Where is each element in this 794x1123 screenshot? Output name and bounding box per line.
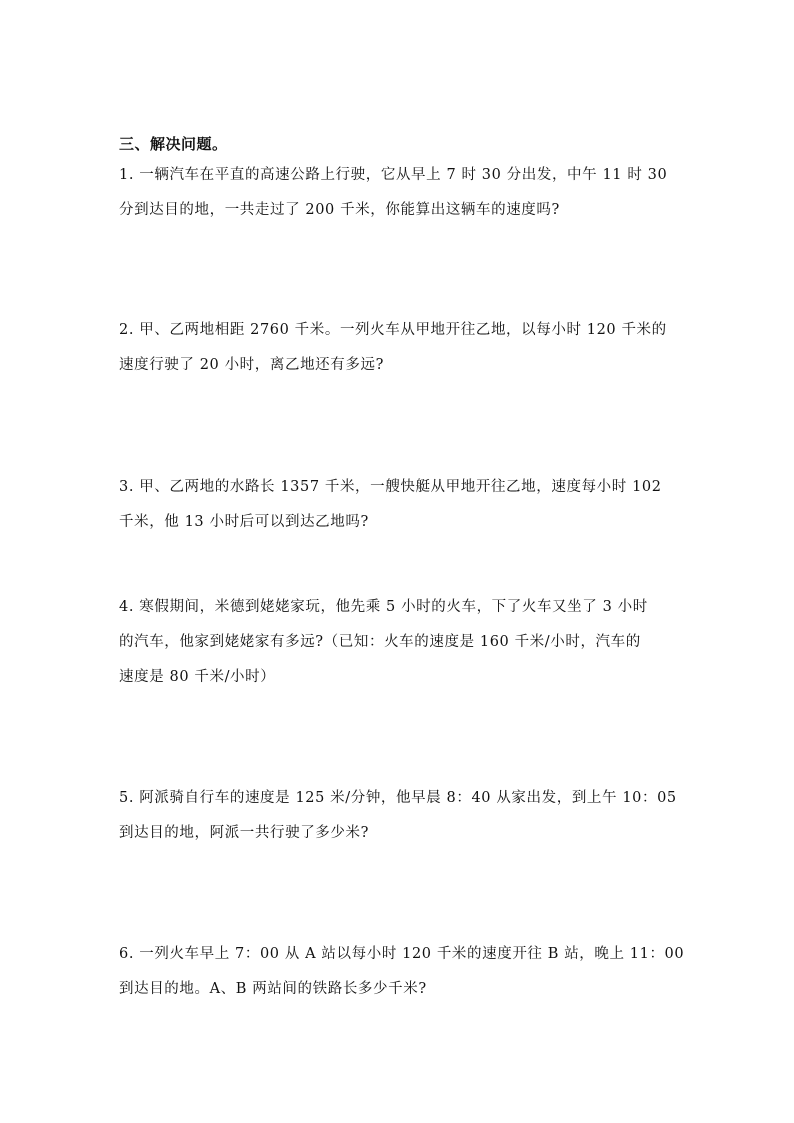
question-1 [119, 165, 679, 235]
question-6-line-1: 6. 一列火车早上 7：00 从 A 站以每小时 120 千米的速度开往 B 站，晚上 11：00 [119, 946, 685, 962]
question-1-line-2: 分到达目的地，一共走过了 200 千米，你能算出这辆车的速度吗? [119, 202, 560, 218]
question-1-line-1: 1. 一辆汽车在平直的高速公路上行驶，它从早上 7 时 30 分出发，中午 11 时 30 [119, 167, 668, 183]
question-6 [119, 944, 685, 1014]
question-4 [119, 597, 679, 702]
question-3-line-2: 千米，他 13 小时后可以到达乙地吗? [119, 514, 369, 530]
question-3-line-1: 3. 甲、乙两地的水路长 1357 千米，一艘快艇从甲地开往乙地，速度每小时 102 [119, 479, 662, 495]
question-4-line-3: 速度是 80 千米/小时） [119, 669, 276, 685]
question-2-line-1: 2. 甲、乙两地相距 2760 千米。一列火车从甲地开往乙地，以每小时 120 千米的 [119, 322, 667, 338]
question-5-line-2: 到达目的地，阿派一共行驶了多少米? [119, 825, 369, 841]
question-2-line-2: 速度行驶了 20 小时，离乙地还有多远? [119, 357, 384, 373]
question-2 [119, 320, 679, 390]
question-5 [119, 788, 679, 858]
section-title: 三、解决问题。 [119, 135, 228, 153]
question-4-line-2: 的汽车，他家到姥姥家有多远?（已知：火车的速度是 160 千米/小时，汽车的 [119, 634, 641, 650]
question-6-line-2: 到达目的地。A、B 两站间的铁路长多少千米? [119, 981, 427, 997]
question-4-line-1: 4. 寒假期间，米德到姥姥家玩，他先乘 5 小时的火车，下了火车又坐了 3 小时 [119, 599, 648, 615]
question-5-line-1: 5. 阿派骑自行车的速度是 125 米/分钟，他早晨 8：40 从家出发，到上午 10：05 [119, 790, 677, 806]
question-3 [119, 477, 679, 547]
